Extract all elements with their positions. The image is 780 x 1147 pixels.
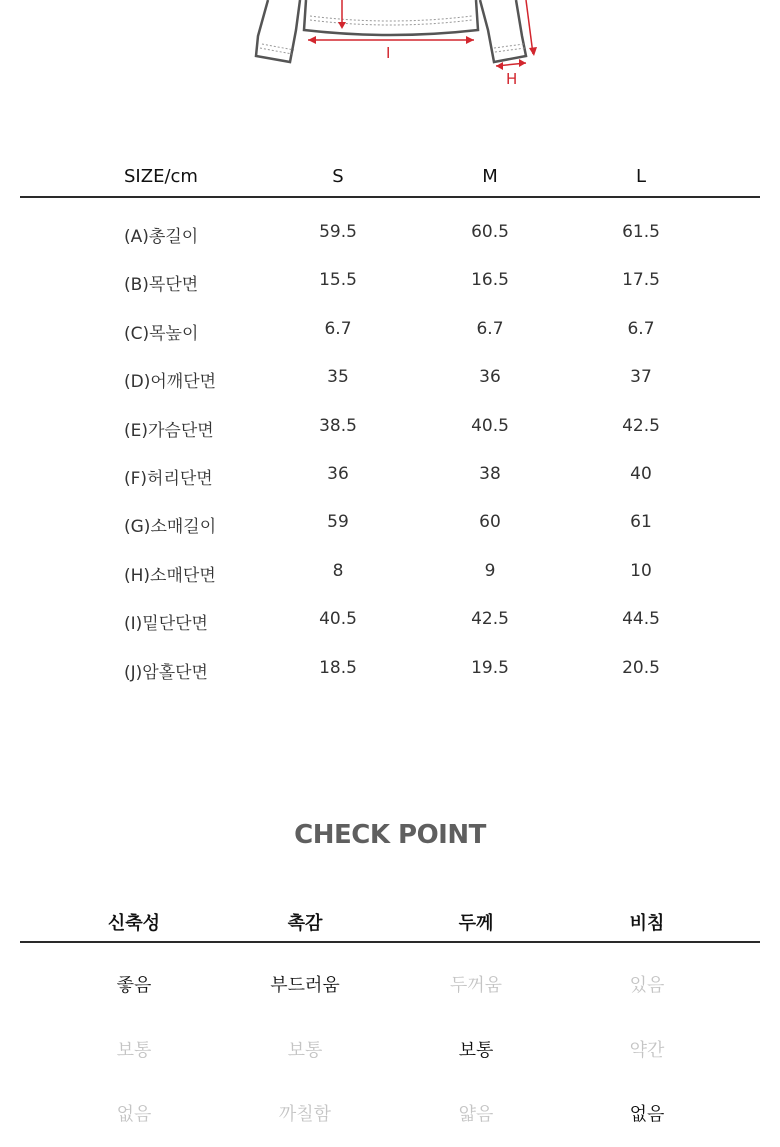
check-cell: 얇음: [458, 1104, 494, 1125]
row-label: (E)가슴단면: [124, 420, 214, 441]
cell-l: 42.5: [622, 415, 660, 436]
cell-s: 35: [327, 367, 349, 388]
cell-l: 61: [630, 512, 652, 533]
header-s: S: [332, 166, 344, 187]
header-thickness: 두께: [458, 913, 494, 934]
cell-s: 40.5: [319, 609, 357, 630]
cell-l: 17.5: [622, 270, 660, 291]
check-cell: 두꺼움: [449, 975, 503, 996]
table-row: [20, 266, 760, 314]
check-point-table: [20, 903, 760, 1137]
table-row: [20, 460, 760, 508]
cell-s: 36: [327, 463, 349, 484]
cell-m: 19.5: [471, 657, 509, 678]
check-row: [20, 943, 760, 1008]
cell-m: 42.5: [471, 609, 509, 630]
cell-s: 18.5: [319, 657, 357, 678]
check-cell: 보통: [116, 1039, 152, 1061]
row-label: (B)목단면: [124, 275, 199, 296]
check-point-header: [20, 903, 760, 943]
check-cell: 있음: [629, 975, 665, 996]
table-row: [20, 557, 760, 605]
row-label: (J)암홀단면: [124, 662, 208, 683]
cell-s: 8: [332, 560, 344, 581]
check-cell: 약간: [629, 1039, 665, 1061]
cell-m: 40.5: [471, 415, 509, 436]
cell-l: 44.5: [622, 609, 660, 630]
cell-m: 38: [479, 463, 501, 484]
cell-m: 60.5: [471, 222, 509, 242]
cell-m: 60: [479, 512, 501, 533]
row-label: (A)총길이: [124, 227, 199, 247]
row-label: (D)어깨단면: [124, 372, 217, 393]
size-table-body: [20, 218, 760, 702]
measure-label-h: H: [506, 70, 518, 88]
check-cell: 부드러움: [270, 975, 340, 996]
cell-l: 6.7: [627, 318, 655, 339]
check-cell: 까칠함: [278, 1104, 332, 1125]
row-label: (I)밑단단면: [124, 614, 208, 635]
cell-l: 40: [630, 463, 652, 484]
check-cell: 보통: [287, 1039, 323, 1061]
garment-size-sketch: [0, 0, 780, 100]
check-point-title: CHECK POINT: [294, 820, 486, 850]
row-label: (C)목높이: [124, 323, 199, 344]
size-table: [20, 158, 760, 683]
header-l: L: [635, 166, 647, 187]
cell-l: 37: [630, 367, 652, 388]
check-row: [20, 1008, 760, 1073]
header-texture: 촉감: [287, 913, 323, 934]
header-size: SIZE/cm: [124, 166, 198, 187]
cell-s: 15.5: [319, 270, 357, 291]
check-cell: 없음: [116, 1104, 152, 1125]
row-label: (F)허리단면: [124, 468, 213, 489]
header-m: M: [482, 166, 498, 187]
cell-s: 59.5: [319, 222, 357, 242]
check-cell: 보통: [458, 1039, 494, 1061]
cell-s: 38.5: [319, 415, 357, 436]
check-cell: 없음: [629, 1104, 665, 1125]
table-row: [20, 218, 760, 266]
header-stretch: 신축성: [107, 913, 161, 934]
check-cell: 좋음: [116, 975, 152, 996]
measure-label-i: I: [386, 44, 391, 62]
table-row: [20, 315, 760, 363]
cell-m: 6.7: [476, 318, 504, 339]
cell-m: 16.5: [471, 270, 509, 291]
check-row: [20, 1072, 760, 1137]
row-label: (H)소매단면: [124, 565, 216, 586]
cell-m: 36: [479, 367, 501, 388]
table-row: [20, 412, 760, 460]
cell-s: 6.7: [324, 318, 352, 339]
table-row: [20, 654, 760, 702]
cell-s: 59: [327, 512, 349, 533]
cell-m: 9: [484, 560, 496, 581]
header-sheerness: 비침: [629, 913, 665, 934]
table-row: [20, 605, 760, 653]
size-table-header: [20, 158, 760, 198]
cell-l: 20.5: [622, 657, 660, 678]
table-row: [20, 363, 760, 411]
cell-l: 10: [630, 560, 652, 581]
cell-l: 61.5: [622, 222, 660, 242]
table-row: [20, 508, 760, 556]
row-label: (G)소매길이: [124, 517, 217, 538]
